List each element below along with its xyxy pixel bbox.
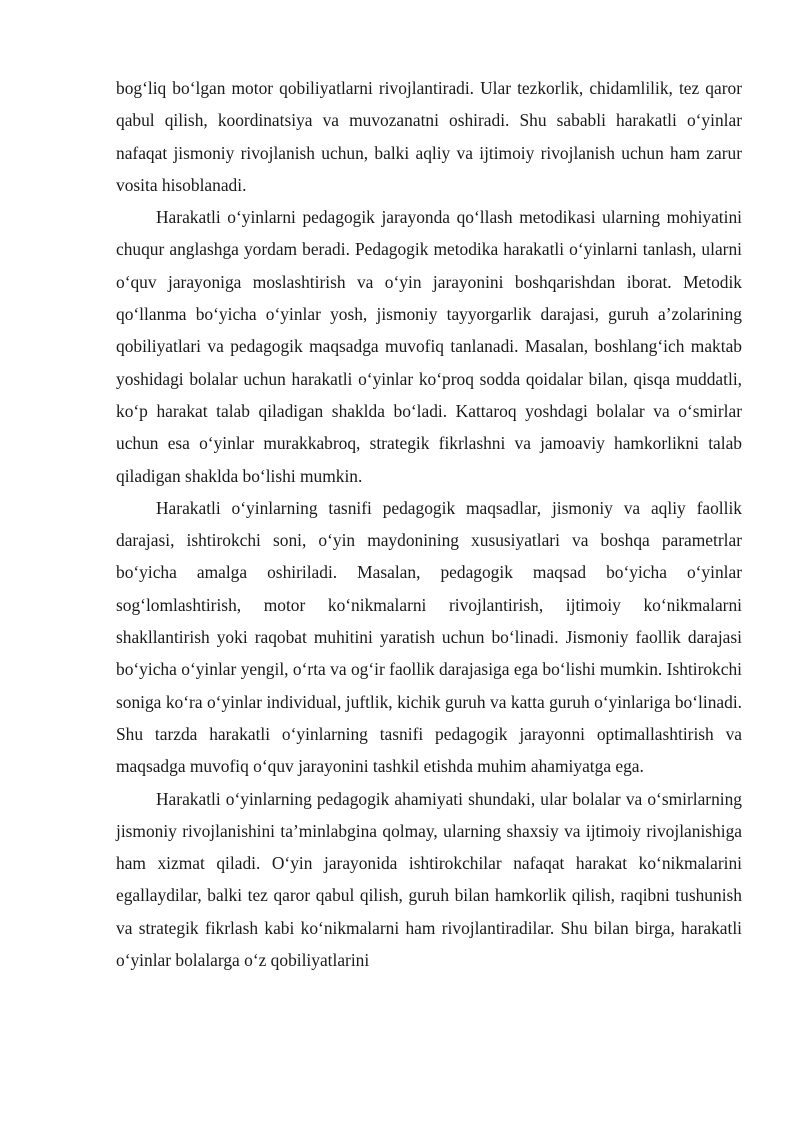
document-page: [116, 72, 742, 976]
paragraph-methodology: Harakatli o‘yinlarni pedagogik jarayonda qo‘llash metodikasi ularning mohiyatini chuqur anglashga yordam beradi. Pedagogik metodika harakatli o‘yinlarni tanlash, ularni o‘quv jarayoniga moslashtirish va o‘yin jarayonini boshqarishdan iborat. Metodik qo‘llanma bo‘yicha o‘yinlar yosh, jismoniy tayyorgarlik darajasi, guruh a’zolarining qobiliyatlari va pedagogik maqsadga muvofiq tanlanadi. Masalan, boshlang‘ich maktab yoshidagi bolalar uchun harakatli o‘yinlar ko‘proq sodda qoidalar bilan, qisqa muddatli, ko‘p harakat talab qiladigan shaklda bo‘ladi. Kattaroq yoshdagi bolalar va o‘smirlar uchun esa o‘yinlar murakkabroq, strategik fikrlashni va jamoaviy hamkorlikni talab qiladigan shaklda bo‘lishi mumkin.: [116, 207, 742, 486]
paragraph-classification: Harakatli o‘yinlarning tasnifi pedagogik maqsadlar, jismoniy va aqliy faollik darajasi, ishtirokchi soni, o‘yin maydonining xususiyatlari va boshqa parametrlar bo‘yicha amalga oshiriladi. Masalan, pedagogik maqsad bo‘yicha o‘yinlar sog‘lomlashtirish, motor ko‘nikmalarni rivojlantirish, ijtimoiy ko‘nikmalarni shakllantirish yoki raqobat muhitini yaratish uchun bo‘linadi. Jismoniy faollik darajasi bo‘yicha o‘yinlar yengil, o‘rta va og‘ir faollik darajasiga ega bo‘lishi mumkin. Ishtirokchi soniga ko‘ra o‘yinlar individual, juftlik, kichik guruh va katta guruh o‘yinlariga bo‘linadi. Shu tarzda harakatli o‘yinlarning tasnifi pedagogik jarayonni optimallashtirish va maqsadga muvofiq o‘quv jarayonini tashkil etishda muhim ahamiyatga ega.: [116, 497, 742, 777]
paragraph-continuation: bog‘liq bo‘lgan motor qobiliyatlarni rivojlantiradi. Ular tezkorlik, chidamlilik, tez qaror qabul qilish, koordinatsiya va muvozanatni oshiradi. Shu sababli harakatli o‘yinlar nafaqat jismoniy rivojlanish uchun, balki aqliy va ijtimoiy rivojlanish uchun ham zarur vosita hisoblanadi.: [116, 78, 742, 195]
paragraph-pedagogical-significance: Harakatli o‘yinlarning pedagogik ahamiyati shundaki, ular bolalar va o‘smirlarning jismoniy rivojlanishini ta’minlabgina qolmay, ularning shaxsiy va ijtimoiy rivojlanishiga ham xizmat qiladi. O‘yin jarayonida ishtirokchilar nafaqat harakat ko‘nikmalarini egallaydilar, balki tez qaror qabul qilish, guruh bilan hamkorlik qilish, raqibni tushunish va strategik fikrlash kabi ko‘nikmalarni ham rivojlantiradilar. Shu bilan birga, harakatli o‘yinlar bolalarga o‘z qobiliyatlarini: [116, 788, 742, 971]
